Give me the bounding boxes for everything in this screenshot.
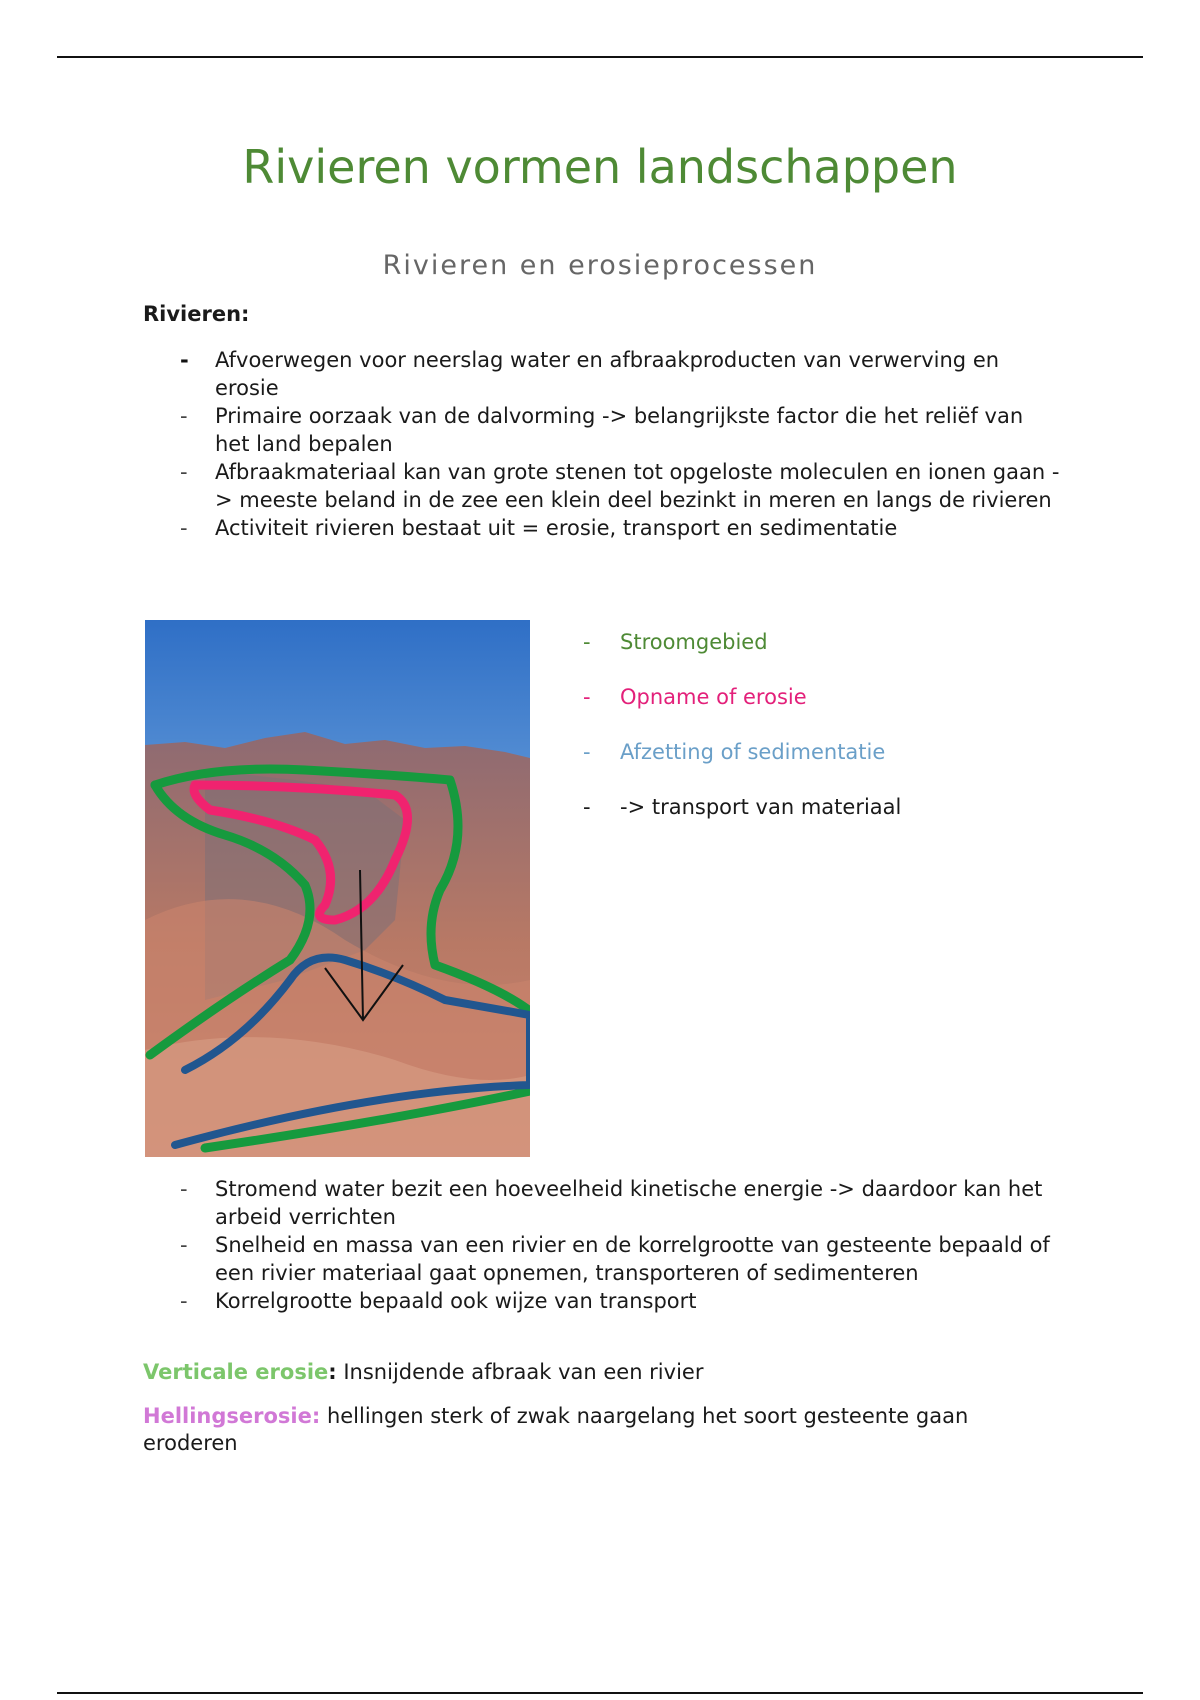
dash-bullet: - (180, 348, 189, 372)
legend-text: Afzetting of sedimentatie (620, 740, 886, 764)
legend-text: -> transport van materiaal (620, 795, 902, 819)
page-title: Rivieren vormen landschappen (242, 140, 958, 194)
dash-bullet: - (583, 740, 591, 764)
dash-bullet: - (583, 630, 591, 654)
section-label: Rivieren: (143, 302, 250, 326)
list-item (180, 1287, 1060, 1315)
legend-item-catchment (583, 628, 1083, 656)
definition-colon: : (328, 1360, 337, 1384)
list-item (180, 514, 1060, 542)
legend-text: Opname of erosie (620, 685, 807, 709)
dash-bullet: - (180, 1233, 188, 1257)
dash-bullet: - (180, 516, 188, 540)
legend-item-erosion (583, 683, 1083, 711)
legend-item-sedimentation (583, 738, 1083, 766)
dash-bullet: - (180, 460, 188, 484)
dash-bullet: - (583, 685, 591, 709)
list-item (180, 458, 1060, 514)
annotated-valley-photo (145, 620, 530, 1157)
list-item (180, 346, 1060, 402)
energy-bullet-list (180, 1175, 1060, 1315)
definition-slope-erosion (143, 1403, 1043, 1457)
list-item-text: Activiteit rivieren bestaat uit = erosie, transport en sedimentatie (215, 516, 898, 540)
photo-legend (583, 628, 1083, 821)
definition-text: hellingen sterk of zwak naargelang het soort gesteente gaan eroderen (143, 1404, 969, 1455)
dash-bullet: - (180, 404, 188, 428)
rivers-bullet-list (180, 346, 1060, 542)
list-item (180, 1231, 1060, 1287)
list-item (180, 1175, 1060, 1231)
list-item-text: Snelheid en massa van een rivier en de korrelgrootte van gesteente bepaald of een rivier materiaal gaat opnemen, transporteren of sedimenteren (215, 1233, 1050, 1285)
bottom-rule (57, 1692, 1143, 1694)
list-item-text: Korrelgrootte bepaald ook wijze van transport (215, 1289, 697, 1313)
legend-item-transport (583, 793, 1083, 821)
list-item (180, 402, 1060, 458)
list-item-text: Primaire oorzaak van de dalvorming -> belangrijkste factor die het reliëf van het land bepalen (215, 404, 1024, 456)
definition-term: Hellingserosie: (143, 1404, 321, 1428)
list-item-text: Afbraakmateriaal kan van grote stenen tot opgeloste moleculen en ionen gaan -> meeste beland in de zee een klein deel bezinkt in meren en langs de rivieren (215, 460, 1060, 512)
list-item-text: Afvoerwegen voor neerslag water en afbraakproducten van verwerving en erosie (215, 348, 1000, 400)
legend-text: Stroomgebied (620, 630, 768, 654)
dash-bullet: - (583, 795, 591, 819)
dash-bullet: - (180, 1289, 188, 1313)
definition-term: Verticale erosie (143, 1360, 329, 1384)
definition-text: Insnijdende afbraak van een rivier (336, 1360, 704, 1384)
top-rule (57, 56, 1143, 58)
definition-vertical-erosion (143, 1359, 1043, 1386)
dash-bullet: - (180, 1177, 188, 1201)
page-subtitle: Rivieren en erosieprocessen (382, 250, 818, 281)
list-item-text: Stromend water bezit een hoeveelheid kinetische energie -> daardoor kan het arbeid verrichten (215, 1177, 1043, 1229)
